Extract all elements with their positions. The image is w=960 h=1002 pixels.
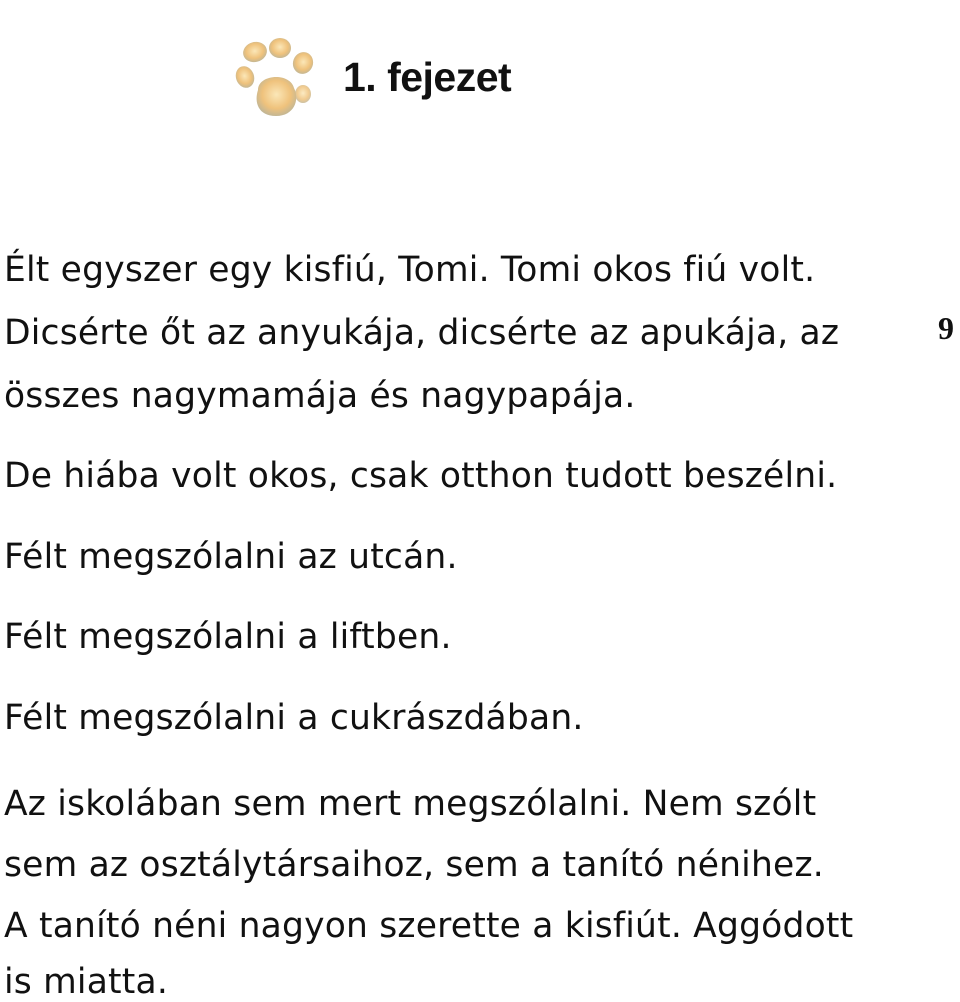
- text-line: Dicsérte őt az anyukája, dicsérte az apukája, az: [4, 313, 840, 353]
- text-line: összes nagymamája és nagypapája.: [4, 376, 636, 416]
- text-line: Az iskolában sem mert megszólalni. Nem szólt: [4, 784, 817, 824]
- text-line: Félt megszólalni a cukrászdában.: [4, 698, 584, 738]
- chapter-title: 1. fejezet: [343, 54, 512, 100]
- text-line: Félt megszólalni az utcán.: [4, 537, 458, 577]
- page-number: 9: [938, 310, 954, 346]
- text-line: A tanító néni nagyon szerette a kisfiút. Aggódott: [4, 906, 854, 946]
- text-line: Félt megszólalni a liftben.: [4, 617, 452, 657]
- text-line: Élt egyszer egy kisfiú, Tomi. Tomi okos fiú volt.: [4, 250, 816, 290]
- text-line: is miatta.: [4, 962, 169, 1002]
- text-line: sem az osztálytársaihoz, sem a tanító nénihez.: [4, 845, 824, 885]
- text-line: De hiába volt okos, csak otthon tudott beszélni.: [4, 456, 838, 496]
- paw-print-icon: [228, 30, 328, 130]
